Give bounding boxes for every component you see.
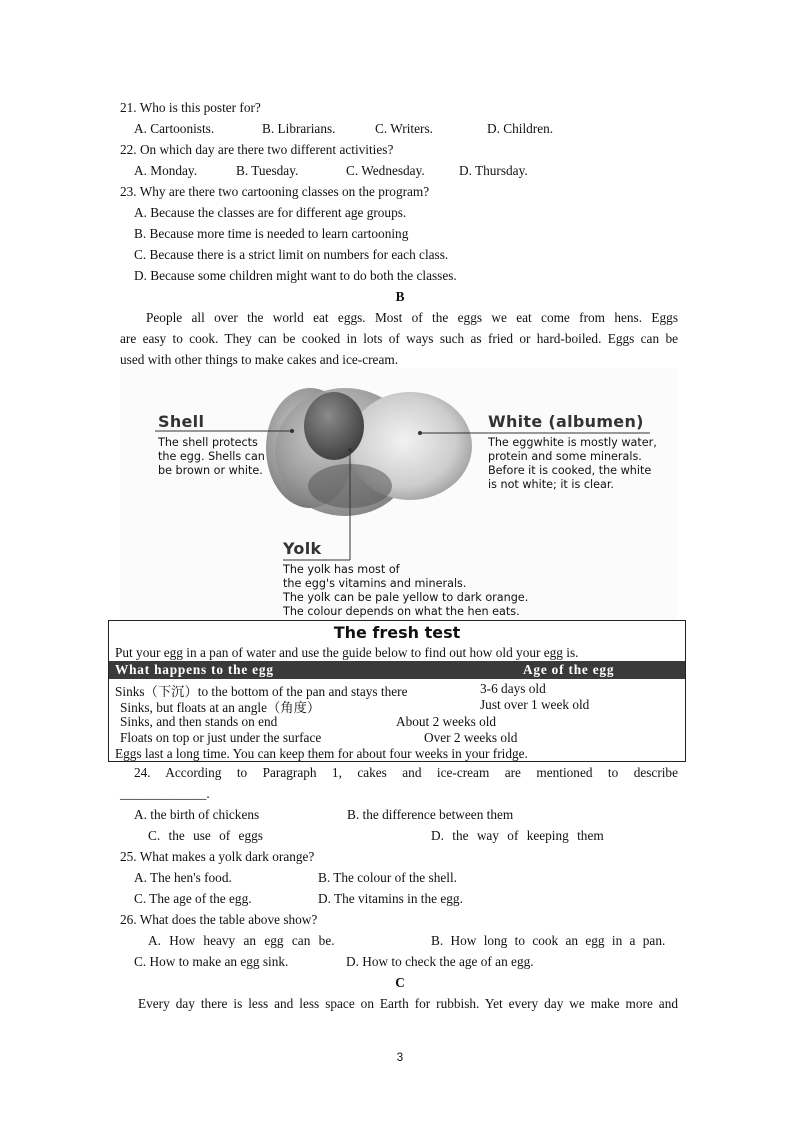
section-b-paragraph-line-2: are easy to cook. They can be cooked in lots of ways such as fried or hard-boiled. Eggs can be (120, 331, 678, 346)
section-b-heading: B (395, 289, 405, 304)
white-description-line-3: Before it is cooked, the white (488, 464, 652, 477)
header-age: Age of the egg (523, 662, 615, 677)
q23-option-b: B. Because more time is needed to learn cartooning (134, 226, 409, 241)
shell-label: Shell (158, 412, 205, 431)
row-3-age: About 2 weeks old (396, 714, 497, 729)
q25-option-a: A. The hen's food. (134, 870, 232, 885)
row-1-what-happens: Sinks（下沉）to the bottom of the pan and stays there (115, 684, 408, 699)
q26-question: 26. What does the table above show? (120, 912, 318, 927)
q22-question: 22. On which day are there two different activities? (120, 142, 394, 157)
white-label: White (albumen) (488, 412, 644, 431)
q26-option-d: D. How to check the age of an egg. (346, 954, 534, 969)
shell-description-line-3: be brown or white. (158, 464, 263, 477)
q22-option-b: B. Tuesday. (236, 163, 299, 178)
q24-option-c: C. the use of eggs (148, 828, 263, 843)
q22-option-d: D. Thursday. (459, 163, 528, 178)
q24-question-line-1: 24. According to Paragraph 1, cakes and ice-cream are mentioned to describe (134, 765, 678, 780)
q24-option-a: A. the birth of chickens (134, 807, 260, 822)
row-2-age: Just over 1 week old (480, 697, 590, 712)
q26-option-c: C. How to make an egg sink. (134, 954, 289, 969)
page-number: 3 (396, 1052, 404, 1064)
yolk-description-line-2: the egg's vitamins and minerals. (283, 577, 467, 590)
egg-diagram (120, 368, 678, 620)
q26-option-b: B. How long to cook an egg in a pan. (431, 933, 666, 948)
section-b-paragraph-line-3: used with other things to make cakes and ice-cream. (120, 352, 399, 367)
fresh-test-table (108, 620, 686, 762)
q24-question-line-2: _____________. (120, 786, 210, 801)
q26-option-a: A. How heavy an egg can be. (148, 933, 335, 948)
section-c-heading: C (395, 975, 405, 990)
row-1-age: 3-6 days old (480, 681, 546, 696)
white-description-line-1: The eggwhite is mostly water, (488, 436, 657, 449)
shell-description-line-2: the egg. Shells can (158, 450, 265, 463)
q21-option-c: C. Writers. (375, 121, 433, 136)
section-c-paragraph-line-1: Every day there is less and less space on Earth for rubbish. Yet every day we make more and (138, 996, 678, 1011)
yolk-description-line-4: The colour depends on what the hen eats. (283, 605, 520, 618)
q23-option-a: A. Because the classes are for different age groups. (134, 205, 407, 220)
q23-question: 23. Why are there two cartooning classes on the program? (120, 184, 430, 199)
q21-option-a: A. Cartoonists. (134, 121, 215, 136)
q21-option-d: D. Children. (487, 121, 554, 136)
q21-question: 21. Who is this poster for? (120, 100, 261, 115)
shell-description-line-1: The shell protects (158, 436, 258, 449)
q25-option-b: B. The colour of the shell. (318, 870, 457, 885)
q23-option-c: C. Because there is a strict limit on numbers for each class. (134, 247, 449, 262)
q22-option-c: C. Wednesday. (346, 163, 425, 178)
yolk-label: Yolk (283, 539, 322, 558)
white-description-line-2: protein and some minerals. (488, 450, 642, 463)
fresh-test-intro: Put your egg in a pan of water and use the guide below to find out how old your egg is. (115, 645, 579, 660)
egg-yolk-shape (304, 392, 364, 460)
fresh-test-footer: Eggs last a long time. You can keep them for about four weeks in your fridge. (115, 746, 528, 761)
yolk-description-line-3: The yolk can be pale yellow to dark orange. (283, 591, 529, 604)
row-2-what-happens: Sinks, but floats at an angle（角度） (120, 700, 321, 715)
row-3-what-happens: Sinks, and then stands on end (120, 714, 278, 729)
q21-option-b: B. Librarians. (262, 121, 336, 136)
q25-question: 25. What makes a yolk dark orange? (120, 849, 315, 864)
yolk-description-line-1: The yolk has most of (283, 563, 400, 576)
q24-option-b: B. the difference between them (347, 807, 514, 822)
fresh-test-header-row (109, 661, 685, 679)
fresh-test-title: The fresh test (333, 623, 461, 642)
q22-option-a: A. Monday. (134, 163, 198, 178)
q25-option-c: C. The age of the egg. (134, 891, 252, 906)
q25-option-d: D. The vitamins in the egg. (318, 891, 463, 906)
q23-option-d: D. Because some children might want to do both the classes. (134, 268, 457, 283)
row-4-what-happens: Floats on top or just under the surface (120, 730, 322, 745)
q24-option-d: D. the way of keeping them (431, 828, 604, 843)
white-description-line-4: is not white; it is clear. (488, 478, 614, 491)
row-4-age: Over 2 weeks old (424, 730, 518, 745)
section-b-paragraph-line-1: People all over the world eat eggs. Most of the eggs we eat come from hens. Eggs (146, 310, 678, 325)
header-what-happens: What happens to the egg (115, 662, 274, 677)
